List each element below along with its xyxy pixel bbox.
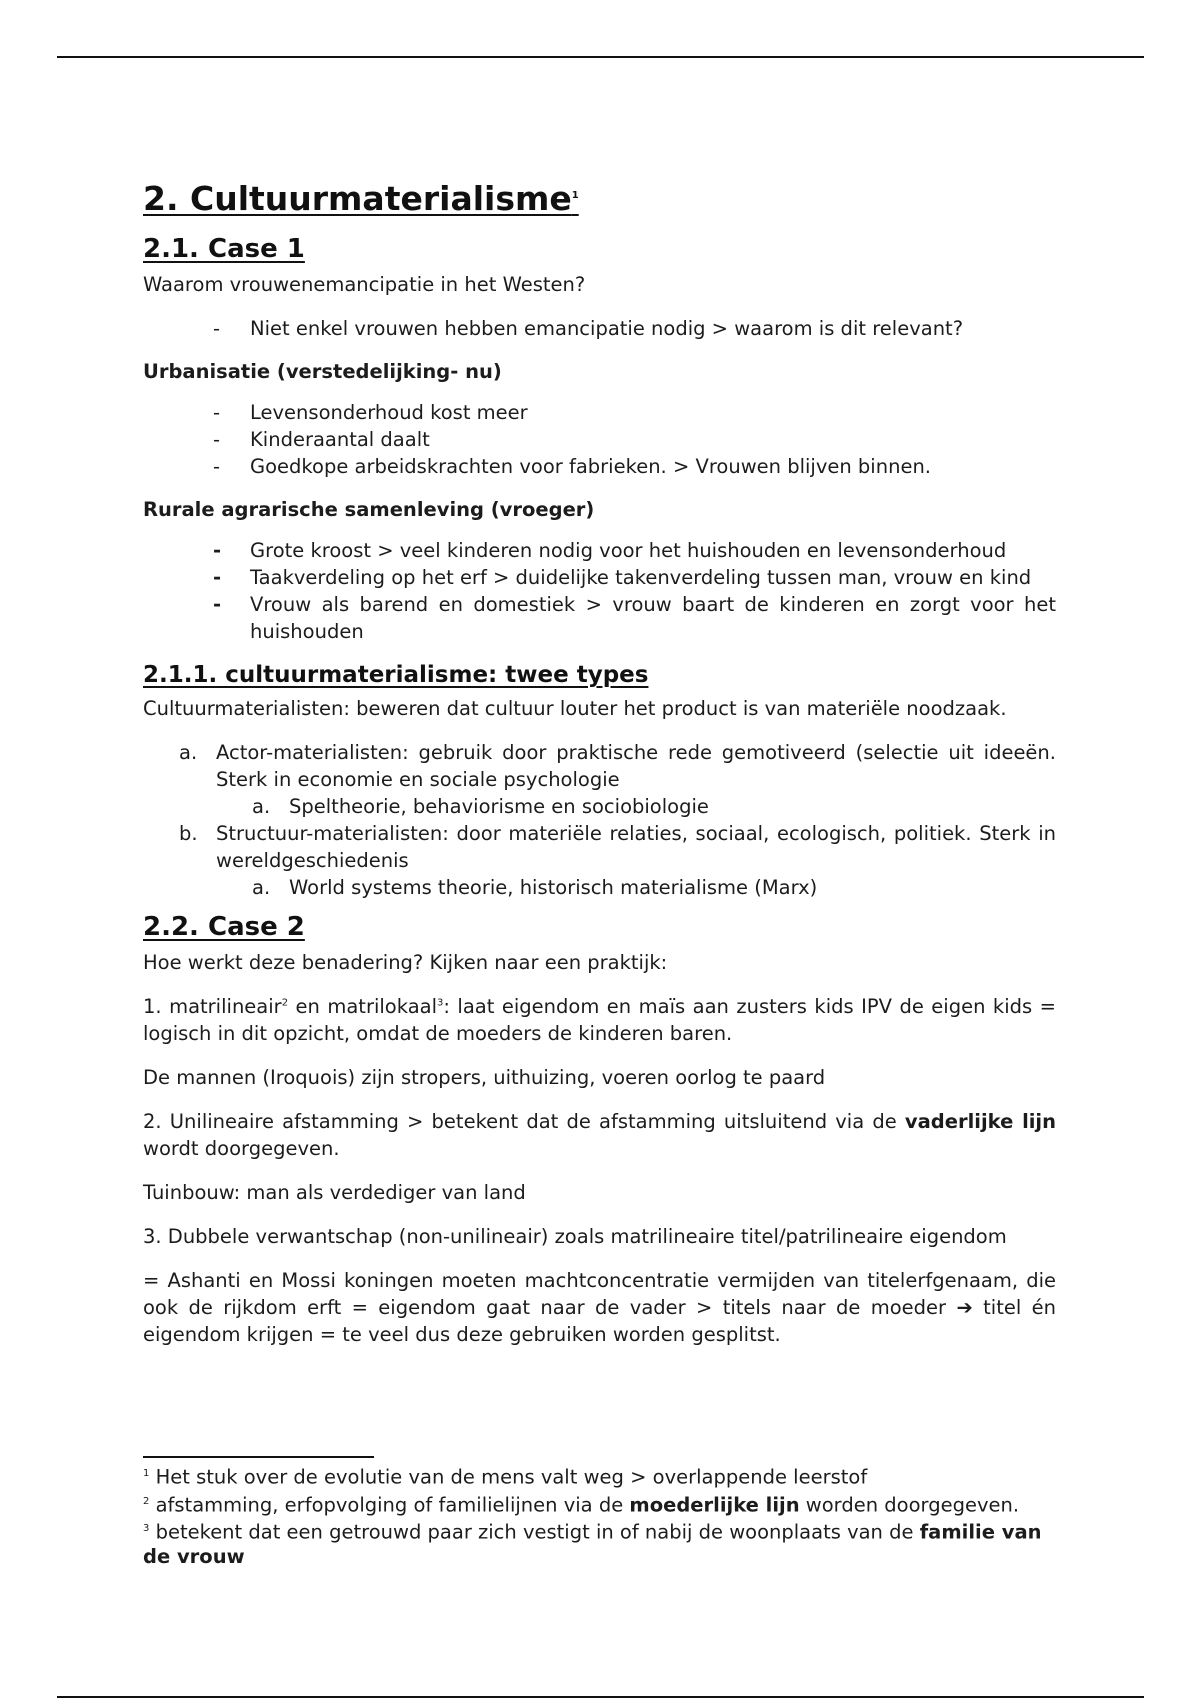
section-heading-case-2: 2.2. Case 2 (143, 912, 305, 942)
footer-rule (57, 1696, 1144, 1698)
list-marker: a. (179, 741, 198, 764)
list-item: - Niet enkel vrouwen hebben emancipatie nodig > waarom is dit relevant? (143, 315, 1056, 342)
footnote-1: $^1$ Het stuk over de evolutie van de mens valt weg > overlappende leerstof (143, 1465, 868, 1489)
page-content (143, 176, 1056, 1365)
list-item-text: World systems theorie, historisch materialisme (Marx) (289, 876, 818, 899)
types-intro: Cultuurmaterialisten: beweren dat cultuur louter het product is van materiële noodzaak. (143, 697, 1007, 720)
list-item (216, 874, 1056, 901)
footnotes (143, 1456, 1056, 1569)
case1-question: Waarom vrouwenemancipatie in het Westen? (143, 273, 586, 296)
list-marker: a. (252, 876, 271, 899)
arrow-icon: ➔ (956, 1296, 973, 1319)
list-item-actor (143, 739, 1056, 820)
sub-list (216, 874, 1056, 901)
rural-list (143, 537, 1056, 645)
case2-paragraph-4: Tuinbouw: man als verdediger van land (143, 1181, 526, 1204)
list-marker: a. (252, 795, 271, 818)
section-heading-case-1: 2.1. Case 1 (143, 234, 305, 264)
footnote-separator (143, 1456, 374, 1458)
urbanisation-list (143, 399, 1056, 480)
footnote-ref-2: 2 (281, 997, 289, 1009)
case2-paragraph-1: 1. matrilineair$^2$ en matrilokaal$^3$: laat eigendom en maïs aan zusters kids IPV de eigen kids = logisch in dit opzicht, omdat de moeders de kinderen baren. (143, 995, 1056, 1045)
list-item (216, 793, 1056, 820)
header-rule (57, 56, 1144, 58)
list-item: - Grote kroost > veel kinderen nodig voor het huishouden en levensonderhoud (143, 537, 1056, 564)
page-title: 2. Cultuurmaterialisme$^1$ (143, 179, 579, 218)
urbanisation-heading: Urbanisatie (verstedelijking- nu) (143, 360, 502, 383)
case2-paragraph-5: 3. Dubbele verwantschap (non-unilineair) zoals matrilineaire titel/patrilineaire eigendom (143, 1225, 1007, 1248)
case2-paragraph-2: De mannen (Iroquois) zijn stropers, uithuizing, voeren oorlog te paard (143, 1066, 826, 1089)
list-item-structure (143, 820, 1056, 901)
list-item: - Taakverdeling op het erf > duidelijke takenverdeling tussen man, vrouw en kind (143, 564, 1056, 591)
sub-list (216, 793, 1056, 820)
list-item: - Goedkope arbeidskrachten voor fabrieken. > Vrouwen blijven binnen. (143, 453, 1056, 480)
list-item: - Levensonderhoud kost meer (143, 399, 1056, 426)
case2-intro: Hoe werkt deze benadering? Kijken naar een praktijk: (143, 951, 668, 974)
case1-list (143, 315, 1056, 342)
footnote-ref-1: 1 (571, 190, 579, 201)
case2-paragraph-6: = Ashanti en Mossi koningen moeten machtconcentratie vermijden van titelerfgenaam, die ook de rijkdom erft = eigendom gaat naar de vader > titels naar de moeder ➔ titel én eigendom krijgen = te veel dus deze gebruiken worden gesplitst. (143, 1269, 1056, 1346)
types-list (143, 739, 1056, 901)
list-item-text: Actor-materialisten: gebruik door praktische rede gemotiveerd (selectie uit ideeën. Sterk in economie en sociale psychologie (216, 741, 1056, 791)
list-item: - Vrouw als barend en domestiek > vrouw baart de kinderen en zorgt voor het huishouden (143, 591, 1056, 645)
footnote-2: $^2$ afstamming, erfopvolging of familielijnen via de moederlijke lijn worden doorgegeven. (143, 1493, 1020, 1516)
case2-paragraph-3: 2. Unilineaire afstamming > betekent dat de afstamming uitsluitend via de vaderlijke lijn wordt doorgegeven. (143, 1110, 1056, 1160)
footnote-3: $^3$ betekent dat een getrouwd paar zich vestigt in of nabij de woonplaats van de familie van de vrouw (143, 1520, 1042, 1568)
list-item-text: Speltheorie, behaviorisme en sociobiologie (289, 795, 709, 818)
list-item-text: Structuur-materialisten: door materiële relaties, sociaal, ecologisch, politiek. Sterk in wereldgeschiedenis (216, 822, 1056, 872)
section-heading-two-types: 2.1.1. cultuurmaterialisme: twee types (143, 662, 649, 688)
footnote-ref-3: 3 (437, 997, 444, 1009)
rural-heading: Rurale agrarische samenleving (vroeger) (143, 498, 595, 521)
list-item: - Kinderaantal daalt (143, 426, 1056, 453)
list-marker: b. (179, 822, 198, 845)
